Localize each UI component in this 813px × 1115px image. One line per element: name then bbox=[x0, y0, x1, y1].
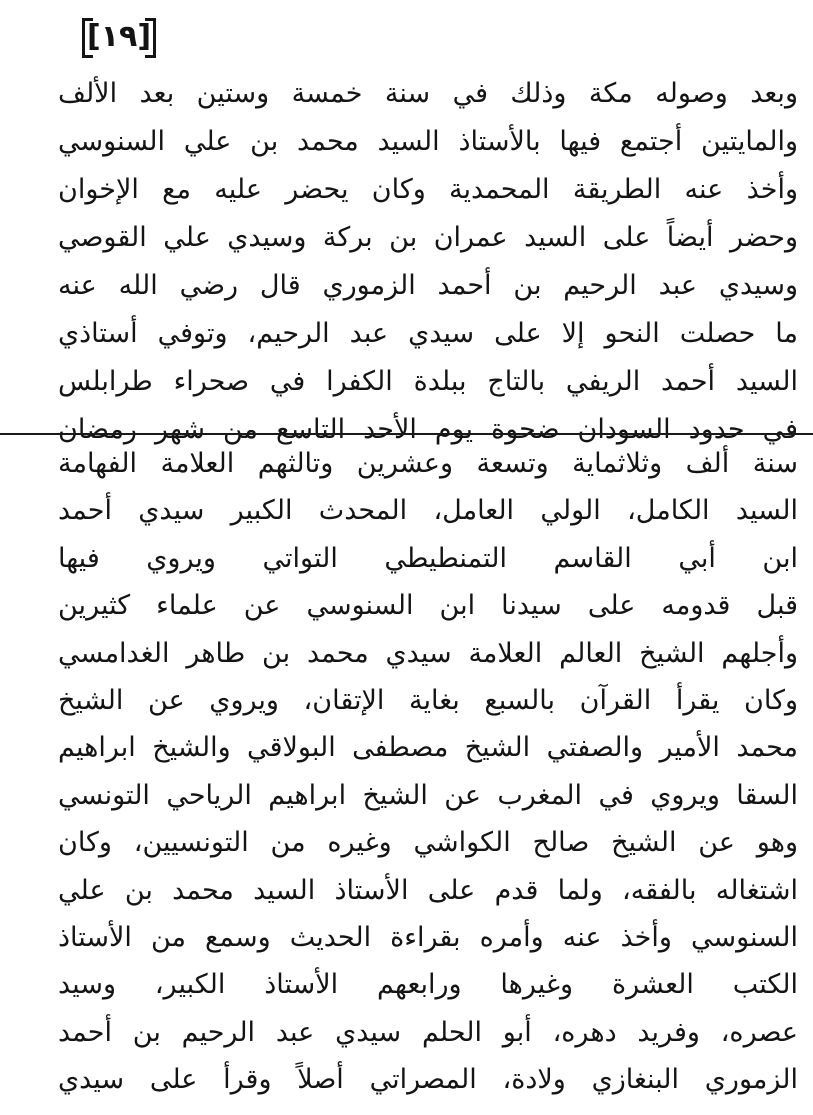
text-line: في حدود السودان ضحوة يوم الأحد التاسع من شهر رمضان bbox=[58, 414, 798, 445]
bottom-text-block bbox=[58, 440, 798, 1103]
text-line: وحضر أيضاً على السيد عمران بن بركة وسيدي علي القوصي bbox=[58, 222, 798, 253]
text-line: والمايتين أجتمع فيها بالأستاذ السيد محمد بن علي السنوسي bbox=[58, 126, 798, 157]
horizontal-divider bbox=[0, 433, 813, 435]
text-line: السنوسي وأخذ عنه وأمره بقراءة الحديث وسمع من الأستاذ bbox=[58, 921, 798, 953]
page-number: [١٩] bbox=[82, 14, 156, 62]
text-line: قبل قدومه على سيدنا ابن السنوسي عن علماء كثيرين bbox=[58, 590, 798, 622]
text-line: اشتغاله بالفقه، ولما قدم على الأستاذ السيد محمد بن علي bbox=[58, 874, 798, 906]
text-line: سنة ألف وثلاثماية وتسعة وعشرين وتالثهم العلامة الفهامة bbox=[58, 448, 798, 479]
text-line: عصره، وفريد دهره، أبو الحلم سيدي عبد الرحيم بن أحمد bbox=[58, 1016, 798, 1048]
text-line: السيد أحمد الريفي بالتاج ببلدة الكفرا في صحراء طرابلس bbox=[58, 366, 798, 397]
top-text-block bbox=[58, 70, 798, 454]
text-line: ابن أبي القاسم التمنطيطي التواتي ويروي فيها bbox=[58, 542, 798, 574]
text-line: الكتب العشرة وغيرها ورابعهم الأستاذ الكبير، وسيد bbox=[58, 969, 798, 1001]
text-line: وسيدي عبد الرحيم بن أحمد الزموري قال رضي الله عنه bbox=[58, 270, 798, 301]
text-line: وبعد وصوله مكة وذلك في سنة خمسة وستين بعد الألف bbox=[58, 78, 798, 109]
text-line: محمد الأمير والصفتي الشيخ مصطفى البولاقي والشيخ ابراهيم bbox=[58, 732, 798, 764]
text-line: وأخذ عنه الطريقة المحمدية وكان يحضر عليه مع الإخوان bbox=[58, 174, 798, 205]
text-line: السقا ويروي في المغرب عن الشيخ ابراهيم الرياحي التونسي bbox=[58, 779, 798, 811]
text-line: السيد الكامل، الولي العامل، المحدث الكبير سيدي أحمد bbox=[58, 495, 798, 527]
text-line: وأجلهم الشيخ العالم العلامة سيدي محمد بن طاهر الغدامسي bbox=[58, 637, 798, 669]
text-line: ما حصلت النحو إلا على سيدي عبد الرحيم، وتوفي أستاذي bbox=[58, 318, 798, 349]
text-line: الزموري البنغازي ولادة، المصراتي أصلاً وقرأ على سيدي bbox=[58, 1064, 798, 1096]
text-line: وهو عن الشيخ صالح الكواشي وغيره من التونسيين، وكان bbox=[58, 827, 798, 859]
text-line: وكان يقرأ القرآن بالسبع بغاية الإتقان، ويروي عن الشيخ bbox=[58, 684, 798, 716]
